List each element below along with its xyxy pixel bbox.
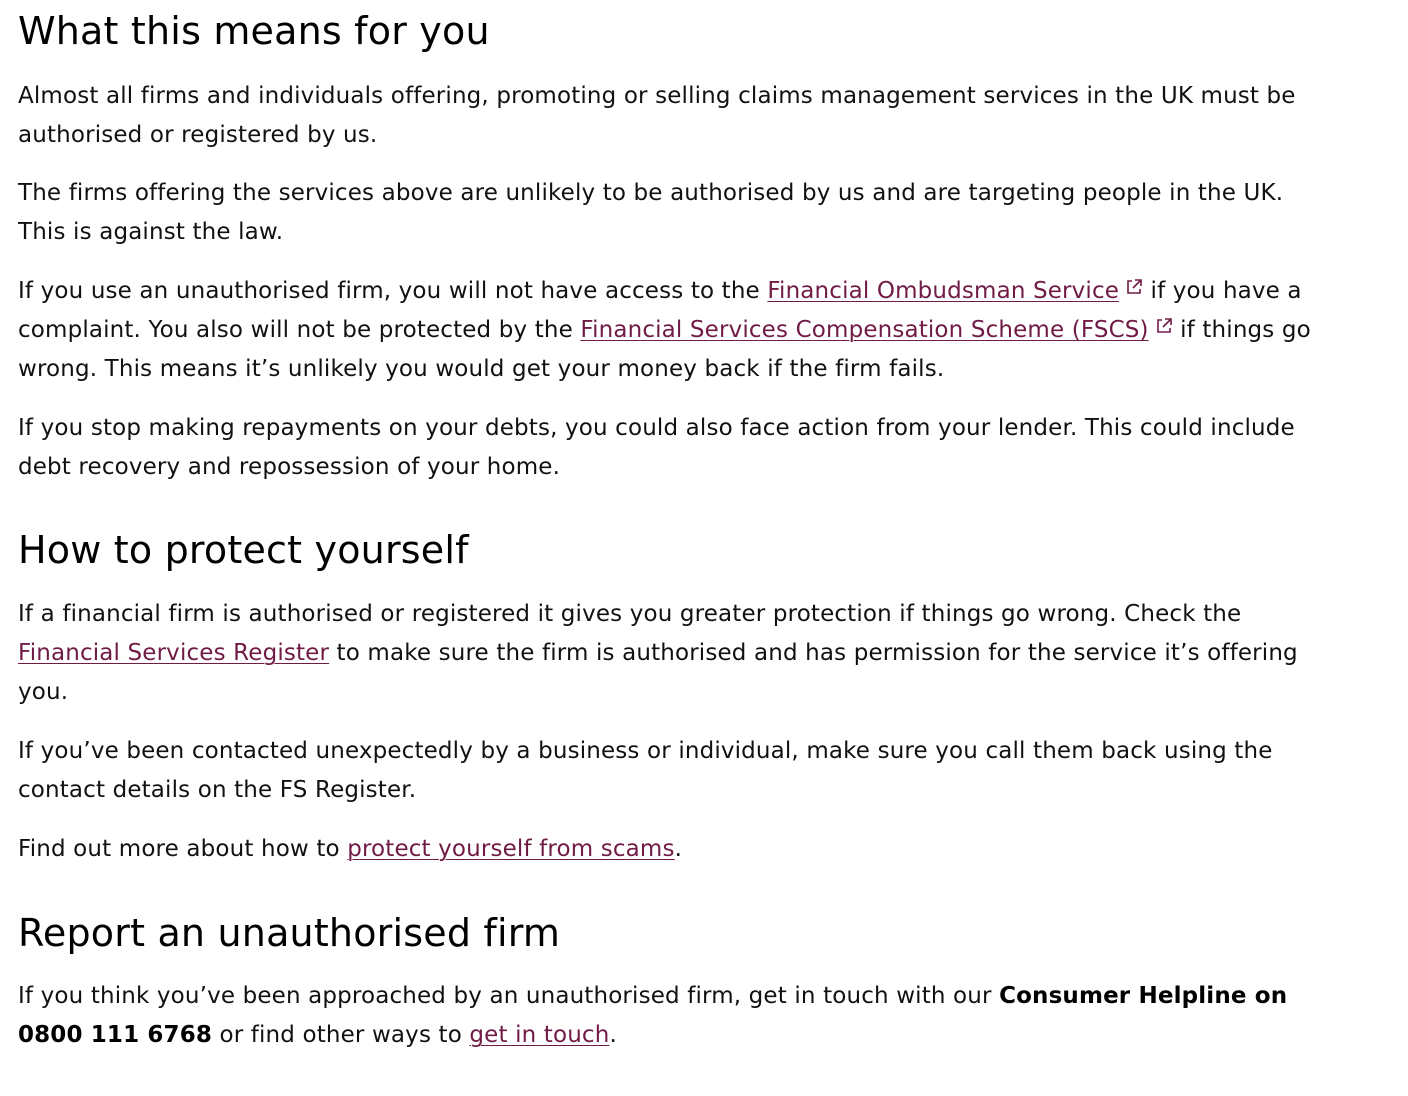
paragraph-authorisation-required: Almost all firms and individuals offering, promoting or selling claims management services in the UK must be authorised or registered by us. (18, 83, 1296, 148)
paragraph-report-firm (18, 977, 1328, 1055)
paragraph-unauthorised-consequences (18, 272, 1328, 389)
heading-what-this-means: What this means for you (18, 9, 490, 53)
paragraph-lender-action: If you stop making repayments on your debts, you could also face action from your lender. This could include debt recovery and repossession of your home. (18, 415, 1295, 480)
consumer-helpline-number: Consumer Helpline on 0800 111 6768 (18, 983, 1288, 1048)
external-link-icon (1155, 317, 1173, 335)
paragraph-call-back: If you’ve been contacted unexpectedly by a business or individual, make sure you call them back using the contact details on the FS Register. (18, 738, 1273, 803)
financial-ombudsman-link[interactable]: Financial Ombudsman Service (767, 278, 1120, 304)
text-segment: to make sure the firm is authorised and has permission for the service it’s offering you. (18, 640, 1298, 705)
text-segment: . (674, 836, 683, 862)
text-segment: If a financial firm is authorised or registered it gives you greater protection if things go wrong. Check the (18, 601, 1242, 627)
get-in-touch-link[interactable]: get in touch (469, 1022, 610, 1048)
fscs-link[interactable]: Financial Services Compensation Scheme (FSCS) (580, 317, 1149, 343)
text-segment: if things go wrong. This means it’s unlikely you would get your money back if the firm fails. (18, 317, 1311, 382)
paragraph-find-out-more (18, 830, 682, 869)
financial-services-register-link[interactable]: Financial Services Register (18, 640, 330, 666)
text-segment: . (609, 1022, 617, 1048)
heading-how-to-protect: How to protect yourself (18, 528, 469, 572)
paragraph-firms-targeting-uk: The firms offering the services above are unlikely to be authorised by us and are targeting people in the UK. This is against the law. (18, 180, 1284, 245)
text-segment: or find other ways to (212, 1022, 470, 1048)
heading-report-unauthorised-firm: Report an unauthorised firm (18, 911, 561, 955)
text-segment: if you have a complaint. You also will not be protected by the (18, 278, 1302, 343)
text-segment: If you think you’ve been approached by an unauthorised firm, get in touch with our (18, 983, 1000, 1009)
paragraph-check-register (18, 595, 1328, 712)
protect-from-scams-link[interactable]: protect yourself from scams (347, 836, 675, 862)
external-link-icon (1125, 278, 1143, 296)
text-segment: Find out more about how to (18, 836, 348, 862)
text-segment: If you use an unauthorised firm, you will not have access to the (18, 278, 768, 304)
